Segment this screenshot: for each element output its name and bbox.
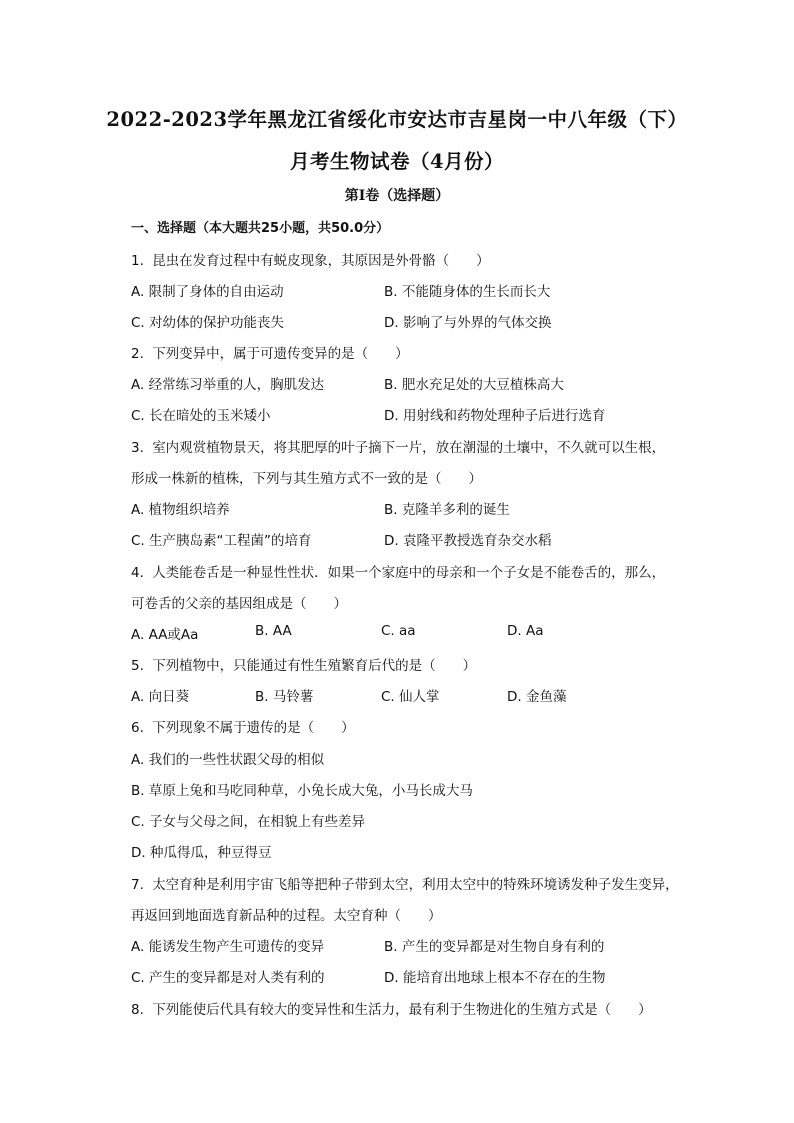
option-d: D. 金鱼藻 xyxy=(507,689,567,705)
question-number: 8. xyxy=(131,1002,144,1018)
option-d: D. 影响了与外界的气体交换 xyxy=(384,315,552,331)
option-b: B. AA xyxy=(255,623,292,639)
option-b: B. 产生的变异都是对生物自身有利的 xyxy=(384,939,605,955)
option-b: B. 肥水充足处的大豆植株高大 xyxy=(384,377,564,393)
question-6-option-a xyxy=(131,748,691,768)
question-6-option-b xyxy=(131,779,691,799)
option-a: A. AA或Aa xyxy=(131,627,199,643)
option-c: C. 产生的变异都是对人类有利的 xyxy=(131,970,325,986)
question-7-options-row-1 xyxy=(131,935,691,955)
question-text: 下列变异中，属于可遗传变异的是（ ） xyxy=(152,346,409,362)
question-4-options-row xyxy=(131,623,691,643)
question-7-stem-continued xyxy=(131,904,691,924)
option-b: B. 草原上兔和马吃同种草，小兔长成大兔，小马长成大马 xyxy=(131,783,473,799)
question-2-options-row-2 xyxy=(131,404,691,424)
question-number: 3. xyxy=(131,440,144,456)
option-b: B. 马铃薯 xyxy=(255,689,314,705)
option-d: D. 能培育出地球上根本不存在的生物 xyxy=(384,970,606,986)
question-6-option-d xyxy=(131,841,691,861)
question-3-stem xyxy=(131,436,691,456)
question-5-options-row xyxy=(131,685,691,705)
question-number: 5. xyxy=(131,658,144,674)
question-7-options-row-2 xyxy=(131,966,691,986)
question-number: 1. xyxy=(131,253,144,269)
option-a: A. 我们的一些性状跟父母的相似 xyxy=(131,752,325,768)
section-heading: 一、选择题（本大题共25小题，共50.0分） xyxy=(131,221,390,236)
question-2-options-row-1 xyxy=(131,373,691,393)
option-a: A. 植物组织培养 xyxy=(131,502,230,518)
question-number: 7. xyxy=(131,877,144,893)
question-text: 人类能卷舌是一种显性性状．如果一个家庭中的母亲和一个子女是不能卷舌的，那么， xyxy=(152,565,666,581)
question-text: 形成一株新的植株，下列与其生殖方式不一致的是（ ） xyxy=(131,471,482,487)
question-2-stem xyxy=(131,342,691,362)
option-c: C. aa xyxy=(381,623,416,639)
question-1-options-row-2 xyxy=(131,311,691,331)
question-7-stem xyxy=(131,873,691,893)
option-a: A. 经常练习举重的人，胸肌发达 xyxy=(131,377,325,393)
question-1-options-row-1 xyxy=(131,280,691,300)
option-d: D. 用射线和药物处理种子后进行选育 xyxy=(384,408,606,424)
option-b: B. 克隆羊多利的诞生 xyxy=(384,502,510,518)
question-6-stem xyxy=(131,716,691,736)
option-c: C. 长在暗处的玉米矮小 xyxy=(131,408,271,424)
option-c: C. 仙人掌 xyxy=(381,689,440,705)
option-c: C. 生产胰岛素“工程菌”的培育 xyxy=(131,533,312,549)
question-text: 室内观赏植物景天，将其肥厚的叶子摘下一片，放在潮湿的土壤中，不久就可以生根， xyxy=(152,440,666,456)
option-a: A. 向日葵 xyxy=(131,689,190,705)
question-number: 2. xyxy=(131,346,144,362)
option-a: A. 能诱发生物产生可遗传的变异 xyxy=(131,939,325,955)
option-d: D. 袁隆平教授选育杂交水稻 xyxy=(384,533,552,549)
part-heading: 第I卷（选择题） xyxy=(344,188,450,204)
question-text: 下列植物中，只能通过有性生殖繁育后代的是（ ） xyxy=(152,658,477,674)
question-4-stem-continued xyxy=(131,592,691,612)
question-5-stem xyxy=(131,654,691,674)
question-3-options-row-2 xyxy=(131,529,691,549)
question-6-option-c xyxy=(131,810,691,830)
question-1-stem xyxy=(131,249,691,269)
option-b: B. 不能随身体的生长而长大 xyxy=(384,284,551,300)
question-8-stem xyxy=(131,998,691,1018)
question-3-stem-continued xyxy=(131,467,691,487)
question-4-stem xyxy=(131,561,691,581)
question-number: 4. xyxy=(131,565,144,581)
question-3-options-row-1 xyxy=(131,498,691,518)
question-text: 再返回到地面选育新品种的过程。太空育种（ ） xyxy=(131,908,442,924)
question-text: 昆虫在发育过程中有蜕皮现象，其原因是外骨骼（ ） xyxy=(152,253,490,269)
option-c: C. 对幼体的保护功能丧失 xyxy=(131,315,285,331)
option-c: C. 子女与父母之间，在相貌上有些差异 xyxy=(131,814,366,830)
question-text: 太空育种是利用宇宙飞船等把种子带到太空，利用太空中的特殊环境诱发种子发生变异， xyxy=(152,877,679,893)
question-number: 6. xyxy=(131,720,144,736)
option-d: D. 种瓜得瓜，种豆得豆 xyxy=(131,845,272,861)
question-text: 下列能使后代具有较大的变异性和生活力，最有利于生物进化的生殖方式是（ ） xyxy=(152,1002,652,1018)
exam-title-line-1: 2022-2023学年黑龙江省绥化市安达市吉星岗一中八年级（下） xyxy=(106,108,688,131)
question-text: 可卷舌的父亲的基因组成是（ ） xyxy=(131,596,347,612)
option-d: D. Aa xyxy=(507,623,544,639)
exam-title-line-2: 月考生物试卷（4月份） xyxy=(289,150,505,173)
question-text: 下列现象不属于遗传的是（ ） xyxy=(152,720,355,736)
option-a: A. 限制了身体的自由运动 xyxy=(131,284,284,300)
